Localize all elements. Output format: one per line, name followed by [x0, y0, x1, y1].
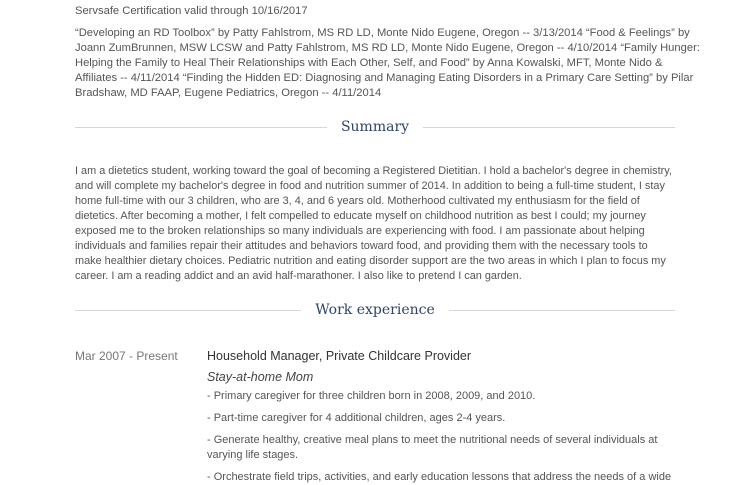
summary-line: individuals and families repair their attitudes and behaviors toward food, and providing them with the necessary tools to [75, 240, 648, 252]
job-date-range: Mar 2007 - Present [75, 349, 178, 363]
work-experience-section-header [75, 299, 675, 321]
job-bullet [207, 470, 677, 485]
summary-line: exposed me to the broken relationships so many individuals are experiencing with food. I am passionate about helping [75, 225, 645, 237]
trainings-line: “Developing an RD Toolbox” by Patty Fahlstrom, MS RD LD, Monte Nido Eugene, Oregon -- 3/13/2014 “Food & Feelings” by [75, 27, 690, 39]
summary-line: I am a dietetics student, working toward the goal of becoming a Registered Dietitian. I hold a bachelor's degree in chemistry, [75, 165, 672, 177]
job-bullet [207, 433, 677, 463]
job-company: Stay-at-home Mom [207, 370, 314, 384]
job-bullet-line: - Primary caregiver for three children born in 2008, 2009, and 2010. [207, 390, 536, 402]
certification-text: Servsafe Certification valid through 10/16/2017 [75, 5, 308, 17]
summary-section-header [75, 116, 675, 138]
job-title: Household Manager, Private Childcare Provider [207, 349, 472, 363]
summary-heading: Summary [340, 119, 410, 135]
job-bullet [207, 411, 677, 426]
summary-line: career. I am a reading addict and an avid half-marathoner. I also like to pretend I can garden. [75, 270, 522, 282]
job-entry [207, 348, 677, 485]
job-bullet-line: varying life stages. [207, 449, 299, 461]
summary-paragraph [75, 164, 675, 284]
trainings-line: Bradshaw, MD FAAP, Eugene Pediatrics, Oregon -- 4/11/2014 [75, 87, 382, 99]
job-bullet [207, 389, 677, 404]
work-experience-heading: Work experience [315, 302, 435, 318]
trainings-paragraph [75, 26, 700, 101]
section-divider-right [423, 127, 675, 128]
summary-line: make healthier dietary choices. Pediatric nutrition and eating disorder support are the two areas in which I plan to focus my [75, 255, 666, 267]
trainings-line: Joann ZumBrunnen, MSW LCSW and Patty Fahlstrom, MS RD LD, Monte Nido Eugene, Oregon -- 4/10/2014 “Family Hunger: [75, 42, 700, 54]
job-bullet-line: - Part-time caregiver for 4 additional children, ages 2-4 years. [207, 412, 506, 424]
section-divider-right [449, 310, 675, 311]
section-divider-left [75, 310, 301, 311]
job-bullet-line: - Orchestrate field trips, activities, and early education lessons that address the needs of a wide [207, 471, 672, 483]
job-bullet-line: - Generate healthy, creative meal plans to meet the nutritional needs of several individuals at [207, 434, 658, 446]
section-divider-left [75, 127, 327, 128]
trainings-line: Affiliates -- 4/11/2014 “Finding the Hidden ED: Diagnosing and Managing Eating Disorders in a Primary Care Setting” by Pilar [75, 72, 694, 84]
trainings-line: Helping the Family to Heal Their Relationships with Each Other, Self, and Food” by Anna Kowalski, MFT, Monte Nido & [75, 57, 663, 69]
summary-line: home full-time with our 3 children, who are 3, 4, and 6 years old. Motherhood cultivated my enthusiasm for the field of [75, 195, 640, 207]
summary-line: dietetics. After becoming a mother, I felt compelled to educate myself on childhood nutrition as best I could; my journey [75, 210, 646, 222]
summary-line: and will complete my bachelor's degree in food and nutrition summer of 2014. In addition to being a full-time student, I stay [75, 180, 665, 192]
